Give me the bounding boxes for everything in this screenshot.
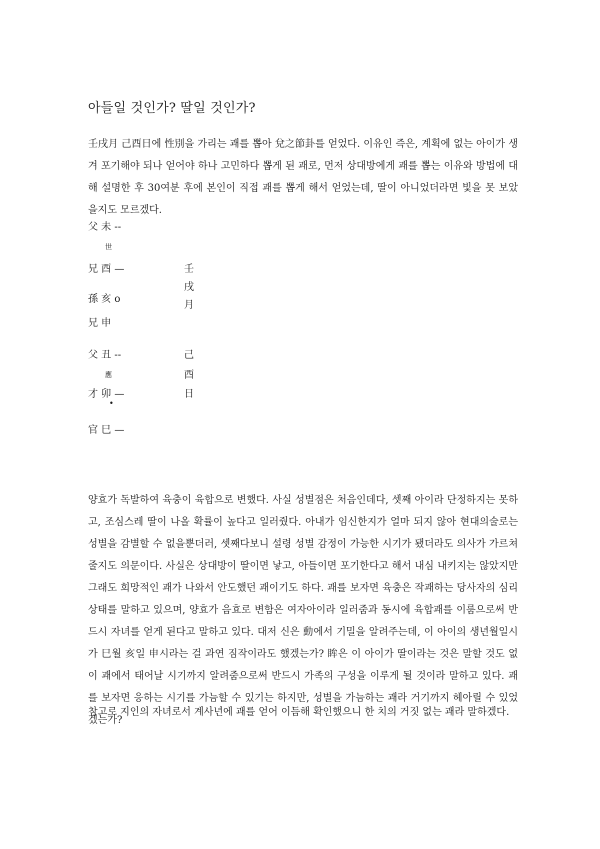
day-char-2: 酉	[184, 370, 194, 381]
hexagram-chart	[88, 218, 288, 438]
hexagram-line-5: 才 卯 —	[88, 389, 125, 400]
day-char-3: 日	[184, 389, 194, 400]
day-char-1: 己	[184, 350, 194, 361]
month-char-1: 壬	[184, 264, 194, 275]
hexagram-line-4: 父 丑 --	[88, 350, 122, 361]
month-char-3: 月	[184, 300, 194, 311]
document-title: 아들일 것인가? 딸일 것인가?	[88, 101, 256, 116]
hexagram-line-3-changed: 兄 申	[88, 318, 112, 329]
hexagram-line-1: 父 未 --	[88, 222, 122, 233]
analysis-paragraph: 양효가 독발하여 육충이 육합으로 변했다. 사실 성별점은 처음인데다, 셋째 아이라 단정하지는 못하고, 조심스레 딸이 나올 확률이 높다고 일러줬다. 아내가 임신한지가 얼마 되지 않아 현대의술로는 성별을 감별할 수 없을뿐더러, 셋째다보니 설령 성별 감정이 가능한 시기가 됐더라도 의사가 가르쳐 줄지도 의문이다. 사실은 상대방이 딸이면 낳고, 아들이면 포기한다고 해서 내심 내키지는 않았지만 그래도 희망적인 괘가 나와서 안도했던 괘이기도 하다. 괘를 보자면 육충은 작괘하는 당사자의 심리상태를 말하고 있으며, 양효가 음효로 변함은 여자아이라 일러줌과 동시에 육합괘를 이룸으로써 반드시 자녀를 얻게 된다고 말하고 있다. 대저 신은 動에서 기밀을 알려주는데, 이 아이의 생년월일시가 巳월 亥일 申시라는 걸 과연 짐작이라도 했겠는가? 眸은 이 아이가 딸이라는 것은 말할 것도 없이 괘에서 태어날 시기까지 알려줌으로써 반드시 가족의 구성을 이루게 될 것이라 말하고 있다. 괘를 보자면 응하는 시기를 가늠할 수 있기는 하지만, 성별을 가늠하는 괘라 거기까지 헤아릴 수 있었겠는가?	[88, 495, 518, 726]
month-char-2: 戌	[184, 282, 194, 293]
dot-marker: •	[109, 399, 114, 408]
hexagram-line-6: 官 巳 —	[88, 425, 125, 436]
closing-paragraph: 참고로 지인의 자녀로서 계사년에 괘를 얻어 이듬해 확인했으니 한 치의 거짓 없는 괘라 말하겠다.	[88, 707, 510, 718]
hexagram-line-3: 孫 亥 o	[88, 294, 121, 305]
hexagram-line-2: 兄 酉 —	[88, 264, 125, 275]
shi-marker: 世	[105, 243, 112, 251]
intro-paragraph: 壬戌月 己酉日에 性別을 가리는 괘를 뽑아 兌之節卦를 얻었다. 이유인 즉은, 계획에 없는 아이가 생겨 포기해야 되나 얻어야 하나 고민하다 뽑게 된 괘로, 먼저 상대방에게 괘를 뽑는 이유와 방법에 대해 설명한 후 30여분 후에 본인이 직접 괘를 뽑게 해서 얻었는데, 딸이 아니었더라면 빛을 못 보았을지도 모르겠다.	[88, 139, 518, 216]
ying-marker: 應	[105, 371, 112, 379]
